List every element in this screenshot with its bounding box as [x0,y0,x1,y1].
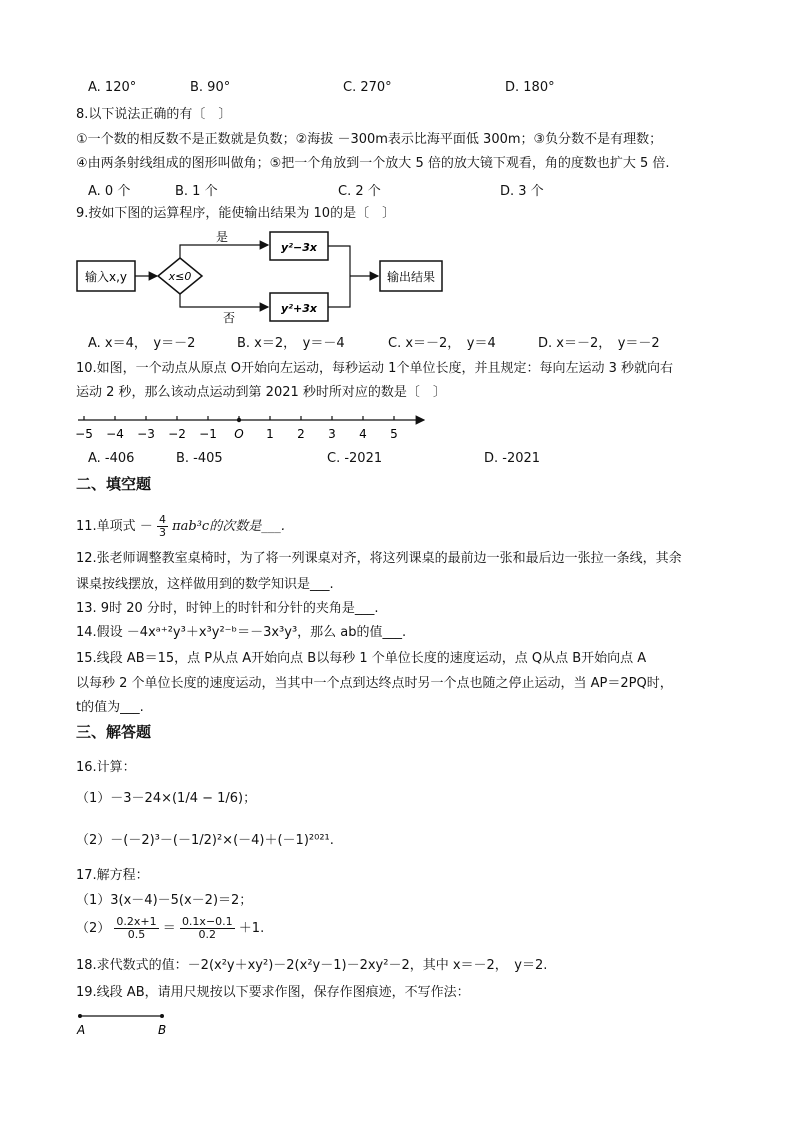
q10-option-c: C. -2021 [327,451,383,466]
flow-condition-label: x≤0 [168,270,192,283]
q11-fraction-den: 3 [158,526,166,539]
number-line-label: −1 [199,427,217,441]
q17-f1-den: 0.5 [127,928,146,941]
q10-stem-line1: 10.如图，一个动点从原点 O开始向左运动，每秒运动 1个单位长度，并且规定：每向左运动 3 秒就向右 [76,361,673,376]
q8-option-d: D. 3 个 [500,184,544,199]
number-line-label: O [234,427,244,441]
q19-point-b: B [158,1023,167,1037]
q19-point-a: A [77,1023,86,1037]
number-line-label: −5 [75,427,93,441]
q17-part2-label: （2） [76,921,111,936]
q8-statement-line1: ①一个数的相反数不是正数就是负数；②海拔 －300m表示比海平面低 300m；③负分数不是有理数； [76,132,663,147]
number-line-label: −3 [137,427,155,441]
q9-option-d: D. x＝－2， y＝－2 [538,336,660,351]
origin-dot [237,418,241,422]
q7-option-b: B. 90° [190,80,231,95]
q10-option-d: D. -2021 [484,451,541,466]
q17-f2-den: 0.2 [198,928,217,941]
number-line-label: 2 [297,427,305,441]
number-line-label: −4 [106,427,124,441]
q17-part2-tail: ＋1. [238,921,265,936]
flow-top-expr: y²−3x [281,241,317,254]
q8-option-a: A. 0 个 [88,184,131,199]
q16-stem: 16.计算： [76,760,136,775]
q10-option-b: B. -405 [176,451,223,466]
number-line-label: 5 [390,427,398,441]
q11-post: πab³c的次数是___. [172,519,285,534]
q18-text: 18.求代数式的值：－2(x²y＋xy²)－2(x²y－1)－2xy²－2，其中 x＝－2， y＝2. [76,958,548,973]
q8-statement-line2: ④由两条射线组成的图形叫做角；⑤把一个角放到一个放大 5 倍的放大镜下观看，角的度数也扩大 5 倍. [76,156,670,171]
q11-fraction [157,514,168,539]
q16-part2: （2）－(－2)³－(－1/2)²×(－4)＋(－1)²⁰²¹. [76,833,334,848]
q17-part2: （2） $\frac{0.2x+1}{0.5}$ ＝ $\frac{0.1x-0.1}{0.2}$ ＋1. [76,915,265,941]
number-line-label: 4 [359,427,367,441]
section-solve-heading: 三、解答题 [76,723,152,741]
q13-text: 13. 9时 20 分时，时钟上的时针和分针的夹角是___. [76,601,379,616]
q10-stem-line2: 运动 2 秒，那么该动点运动到第 2021 秒时所对应的数是〔 〕 [76,385,446,400]
q9-option-a: A. x＝4， y＝－2 [88,336,196,351]
number-line-label: 3 [328,427,336,441]
q7-option-a: A. 120° [88,80,137,95]
q17-f1-num: 0.2x+1 [116,915,157,928]
q17-part1: （1）3(x－4)－5(x－2)＝2； [76,893,253,908]
q11-fraction-num: 4 [158,513,166,526]
flow-input-label: 输入x,y [84,270,128,284]
q9-option-c: C. x＝－2， y＝4 [388,336,496,351]
number-line-label: 1 [266,427,274,441]
q15-line3: t的值为___. [76,700,144,715]
number-line-label: −2 [168,427,186,441]
flow-output-label: 输出结果 [386,270,436,284]
flow-yes-label: 是 [215,230,229,244]
q17-stem: 17.解方程： [76,868,149,883]
flow-bottom-expr: y²+3x [281,302,317,315]
q9-stem: 9.按如下图的运算程序，能使输出结果为 10的是〔 〕 [76,206,396,221]
q17-fraction-right [180,916,235,941]
q11-text [76,514,285,539]
q9-flowchart [74,228,454,328]
q11-pre: 11.单项式 － [76,519,153,534]
q8-option-c: C. 2 个 [338,184,381,199]
q7-option-d: D. 180° [505,80,555,95]
section-fill-in-heading: 二、填空题 [76,475,152,493]
q15-line1: 15.线段 AB＝15，点 P从点 A开始向点 B以每秒 1 个单位长度的速度运动，点 Q从点 B开始向点 A [76,651,647,666]
q17-f2-num: 0.1x−0.1 [181,915,233,928]
q10-option-a: A. -406 [88,451,135,466]
q8-stem: 8.以下说法正确的有〔 〕 [76,107,232,122]
q14-text: 14.假设 －4xᵃ⁺²y³＋x³y²⁻ᵇ＝－3x³y³，那么 ab的值___. [76,625,407,640]
q7-option-c: C. 270° [343,80,392,95]
q19-stem: 19.线段 AB，请用尺规按以下要求作图，保存作图痕迹，不写作法： [76,985,470,1000]
q8-option-b: B. 1 个 [175,184,218,199]
q9-option-b: B. x＝2， y＝－4 [237,336,345,351]
q12-line2: 课桌按线摆放，这样做用到的数学知识是___. [76,577,334,592]
flow-no-label: 否 [222,311,236,325]
q19-segment-ab [72,1008,182,1038]
q12-line1: 12.张老师调整教室桌椅时，为了将一列课桌对齐，将这列课桌的最前边一张和最后边一张拉一条线，其余 [76,551,682,566]
q15-line2: 以每秒 2 个单位长度的速度运动，当其中一个点到达终点时另一个点也随之停止运动，当 AP＝2PQ时， [76,676,673,691]
q10-number-line [72,408,432,444]
q17-fraction-left [114,916,158,941]
q16-part1: （1）－3－24×(1/4 − 1/6)； [76,791,257,806]
